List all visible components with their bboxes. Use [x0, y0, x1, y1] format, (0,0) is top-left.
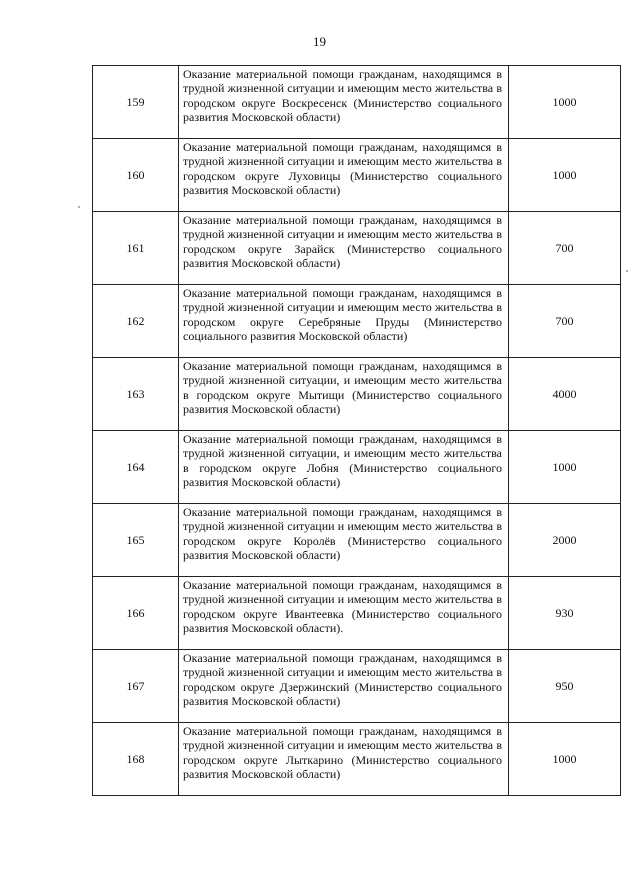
row-amount: 1000 — [509, 66, 621, 139]
table-row — [93, 66, 621, 139]
margin-mark — [78, 206, 80, 208]
row-description: Оказание материальной помощи гражданам, находящимся в трудной жизненной ситуации, и имеющим место жительства в городском округе Мытищи (Министерство социального развития Московской области) — [183, 359, 502, 417]
row-amount: 1000 — [509, 139, 621, 212]
row-number: 165 — [93, 504, 179, 577]
row-amount: 4000 — [509, 358, 621, 431]
row-description: Оказание материальной помощи гражданам, находящимся в трудной жизненной ситуации и имеющим место жительства в городском округе Серебряные Пруды (Министерство социального развития Московской области) — [183, 286, 502, 344]
row-amount: 700 — [509, 285, 621, 358]
row-description: Оказание материальной помощи гражданам, находящимся в трудной жизненной ситуации и имеющим место жительства в городском округе Королёв (Министерство социального развития Московской области) — [183, 505, 502, 563]
table-row — [93, 358, 621, 431]
table-row — [93, 577, 621, 650]
row-number: 167 — [93, 650, 179, 723]
row-description-cell — [179, 723, 509, 796]
table-row — [93, 504, 621, 577]
row-description-cell — [179, 504, 509, 577]
page-number: 19 — [313, 34, 326, 49]
row-description-cell — [179, 139, 509, 212]
table-row — [93, 723, 621, 796]
row-number: 164 — [93, 431, 179, 504]
row-description: Оказание материальной помощи гражданам, находящимся в трудной жизненной ситуации и имеющим место жительства в городском округе Ивантеевка (Министерство социального развития Московской области). — [183, 578, 502, 636]
row-amount: 930 — [509, 577, 621, 650]
row-amount: 700 — [509, 212, 621, 285]
row-number: 162 — [93, 285, 179, 358]
row-description: Оказание материальной помощи гражданам, находящимся в трудной жизненной ситуации и имеющим место жительства в городском округе Воскресенск (Министерство социального развития Московской области) — [183, 67, 502, 125]
row-description: Оказание материальной помощи гражданам, находящимся в трудной жизненной ситуации, и имеющим место жительства в городском округе Лобня (Министерство социального развития Московской области) — [183, 432, 502, 490]
row-description-cell — [179, 431, 509, 504]
row-description-cell — [179, 358, 509, 431]
row-number: 161 — [93, 212, 179, 285]
row-number: 163 — [93, 358, 179, 431]
allocation-table — [92, 65, 621, 796]
table-row — [93, 212, 621, 285]
row-number: 166 — [93, 577, 179, 650]
row-description-cell — [179, 285, 509, 358]
table-row — [93, 285, 621, 358]
row-description-cell — [179, 650, 509, 723]
row-number: 160 — [93, 139, 179, 212]
row-description: Оказание материальной помощи гражданам, находящимся в трудной жизненной ситуации и имеющим место жительства в городском округе Лыткарино (Министерство социального развития Московской области) — [183, 724, 502, 782]
row-amount: 1000 — [509, 723, 621, 796]
table-row — [93, 431, 621, 504]
row-description-cell — [179, 212, 509, 285]
table-row — [93, 139, 621, 212]
row-description: Оказание материальной помощи гражданам, находящимся в трудной жизненной ситуации и имеющим место жительства в городском округе Луховицы (Министерство социального развития Московской области) — [183, 140, 502, 198]
row-amount: 950 — [509, 650, 621, 723]
row-description-cell — [179, 66, 509, 139]
row-description: Оказание материальной помощи гражданам, находящимся в трудной жизненной ситуации и имеющим место жительства в городском округе Зарайск (Министерство социального развития Московской области) — [183, 213, 502, 271]
row-description: Оказание материальной помощи гражданам, находящимся в трудной жизненной ситуации и имеющим место жительства в городском округе Дзержинский (Министерство социального развития Московской области) — [183, 651, 502, 709]
table-row — [93, 650, 621, 723]
margin-mark — [626, 270, 628, 272]
row-description-cell — [179, 577, 509, 650]
row-amount: 2000 — [509, 504, 621, 577]
row-number: 159 — [93, 66, 179, 139]
row-amount: 1000 — [509, 431, 621, 504]
row-number: 168 — [93, 723, 179, 796]
